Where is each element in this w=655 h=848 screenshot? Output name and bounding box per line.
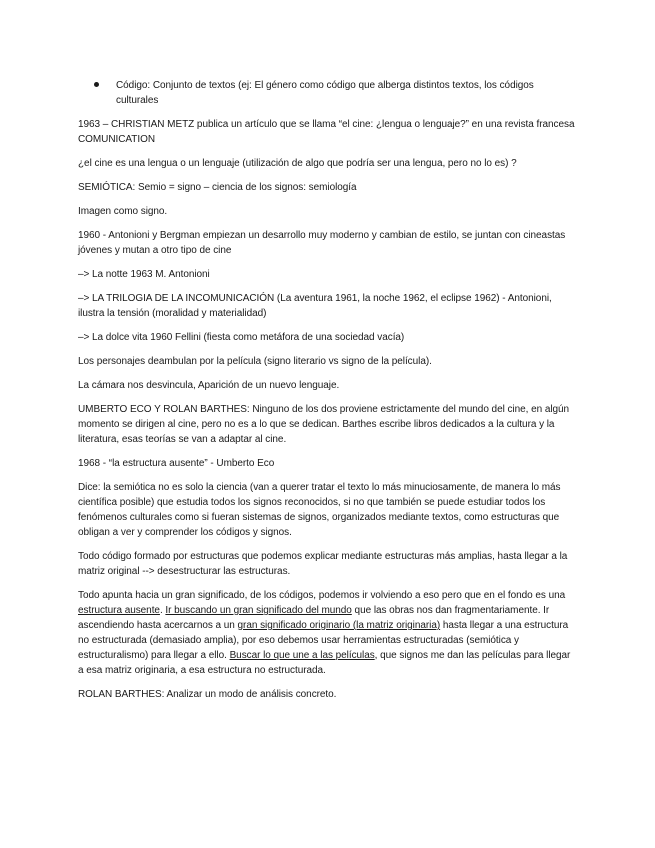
underlined-text: Ir buscando un gran significado del mundo: [165, 605, 352, 616]
paragraph: [78, 687, 577, 702]
text-run: 1960 - Antonioni y Bergman empiezan un desarrollo muy moderno y cambian de estilo, se juntan con cineastas jóvenes y mutan a otro tipo de cine: [78, 230, 566, 256]
text-run: , que signos me dan las películas para llegar a esa matriz originaria, a esa estructura no estructurada.: [78, 650, 571, 676]
text-run: Todo código formado por estructuras que podemos explicar mediante estructuras más amplias, hasta llegar a la matriz original --> desestructurar las estructuras.: [78, 551, 568, 577]
text-run: .: [159, 605, 166, 616]
text-run: 1963 – CHRISTIAN METZ publica un artículo que se llama “el cine: ¿lengua o lenguaje?” en una revista francesa COMUNICATION: [78, 119, 575, 145]
paragraph-list: [78, 117, 577, 702]
text-run: Imagen como signo.: [78, 206, 168, 217]
text-run: Todo apunta hacia un gran significado, de los códigos, podemos ir volviendo a eso pero que en el fondo es una: [78, 590, 566, 601]
paragraph: [78, 156, 577, 171]
underlined-text: gran significado originario (la matriz originaria): [237, 620, 441, 631]
paragraph: [78, 291, 577, 321]
paragraph: [78, 549, 577, 579]
paragraph: [78, 228, 577, 258]
text-run: que las obras nos dan fragmentariamente. Ir ascendiendo hasta acercarnos a un: [78, 605, 550, 631]
text-run: ROLAN BARTHES: Analizar un modo de análisis concreto.: [78, 689, 337, 700]
bullet-text: Código: Conjunto de textos (ej: El género como código que alberga distintos textos, los códigos culturales: [116, 80, 534, 106]
text-run: –> La dolce vita 1960 Fellini (fiesta como metáfora de una sociedad vacía): [78, 332, 405, 343]
bullet-item: [78, 78, 577, 108]
text-run: Los personajes deambulan por la película (signo literario vs signo de la película).: [78, 356, 432, 367]
text-run: Dice: la semiótica no es solo la ciencia (van a querer tratar el texto lo más minuciosamente, de manera lo más científica posible) que estudia todos los signos reconocidos, si no que también se puede estudiar todos los fenómenos culturales como si fueran sistemas de signos, organizados mediante textos, como estructuras que obligan a ver y comprender los códigos y signos.: [78, 482, 561, 538]
paragraph: [78, 378, 577, 393]
text-run: –> LA TRILOGIA DE LA INCOMUNICACIÓN (La aventura 1961, la noche 1962, el eclipse 1962) - Antonioni, ilustra la tensión (moralidad y materialidad): [78, 293, 552, 319]
text-run: 1968 - “la estructura ausente” - Umberto Eco: [78, 458, 275, 469]
paragraph: [78, 117, 577, 147]
paragraph: [78, 402, 577, 447]
bullet-dot-icon: [94, 82, 99, 87]
paragraph: [78, 267, 577, 282]
underlined-text: estructura ausente: [78, 605, 160, 616]
text-run: hasta llegar a una estructura no estructurada (demasiado amplia), por eso debemos usar herramientas estructuradas (semiótica y estructuralismo) para llegar a ello.: [78, 620, 569, 661]
paragraph: [78, 330, 577, 345]
text-run: –> La notte 1963 M. Antonioni: [78, 269, 210, 280]
text-run: La cámara nos desvincula, Aparición de un nuevo lenguaje.: [78, 380, 340, 391]
text-run: ¿el cine es una lengua o un lenguaje (utilización de algo que podría ser una lengua, pero no lo es) ?: [78, 158, 517, 169]
paragraph: [78, 456, 577, 471]
paragraph: [78, 354, 577, 369]
paragraph: [78, 180, 577, 195]
paragraph: [78, 204, 577, 219]
text-run: SEMIÓTICA: Semio = signo – ciencia de los signos: semiología: [78, 182, 357, 193]
paragraph: [78, 480, 577, 540]
text-run: UMBERTO ECO Y ROLAN BARTHES: Ninguno de los dos proviene estrictamente del mundo del cine, en algún momento se dirigen al cine, pero no es a lo que se dedican. Barthes escribe libros dedicados a la cultura y la literatura, esas teorías se van a adaptar al cine.: [78, 404, 570, 445]
underlined-text: Buscar lo que une a las películas: [229, 650, 375, 661]
paragraph: [78, 588, 577, 678]
